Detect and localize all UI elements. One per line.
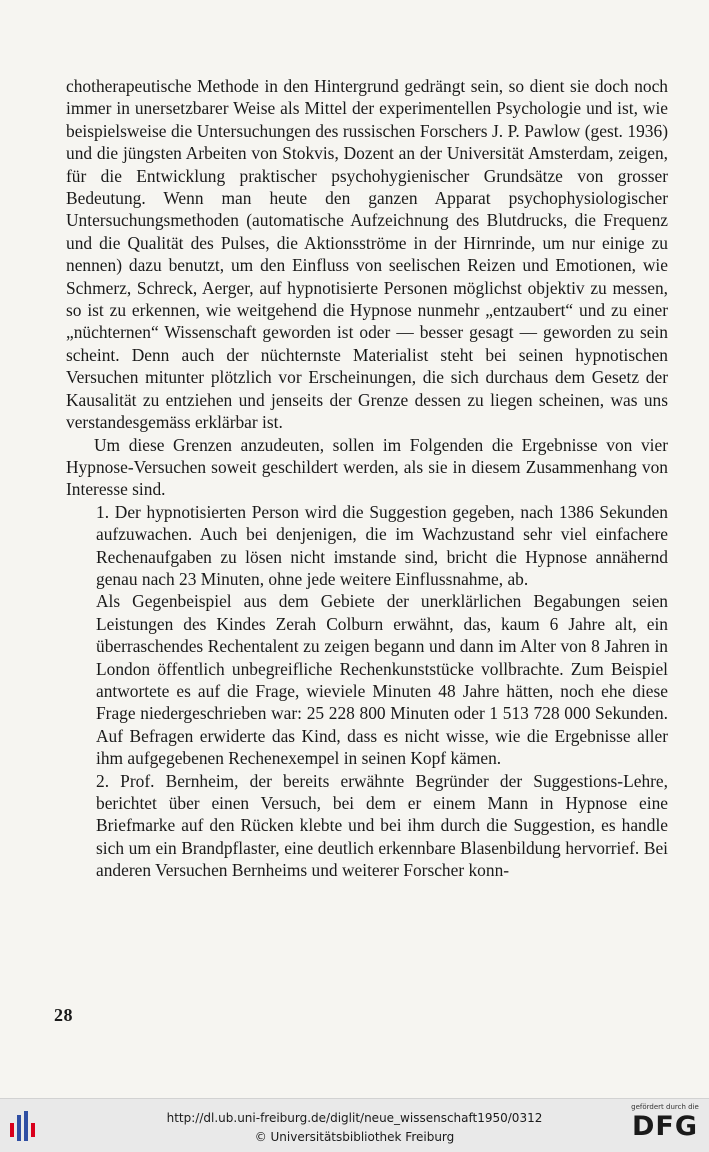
dfg-wordmark: DFG xyxy=(631,1111,699,1142)
viewer-footer xyxy=(0,1098,709,1152)
paragraph-item-2: 2. Prof. Bernheim, der bereits erwähnte Begründer der Suggestions-Lehre, berichtet über einen Versuch, bei dem er einem Mann in Hypnose eine Briefmarke auf den Rücken klebte und bei ihm durch die Suggestion, es handle sich um ein Brandpflaster, eine deutlich erkennbare Blasenbildung hervorrief. Bei anderen Versuchen Bernheims und weiterer Forscher konn- xyxy=(96,770,668,881)
paragraph-intro: Um diese Grenzen anzudeuten, sollen im Folgenden die Ergebnisse von vier Hypnose-Versuchen soweit geschildert werden, als sie in diesem Zusammenhang von Interesse sind. xyxy=(66,434,668,500)
paragraph-continuation: chotherapeutische Methode in den Hintergrund gedrängt sein, so dient sie doch noch immer in unersetzbarer Weise als Mittel der experimentellen Psychologie und ist, wie beispielsweise die Untersuchungen des russischen Forschers J. P. Pawlow (gest. 1936) und die jüngsten Arbeiten von Stokvis, Dozent an der Universität Amsterdam, zeigen, für die Entwicklung praktischer psychohygienischer Grundsätze von grosser Bedeutung. Wenn man heute den ganzen Apparat psychophysiologischer Untersuchungsmethoden (automatische Aufzeichnung des Blutdrucks, die Frequenz und die Qualität des Pulses, die Aktionsströme in der Hirnrinde, um nur einige zu nennen) dazu benutzt, um den Einfluss von seelischen Reizen und Emotionen, wie Schmerz, Schreck, Aerger, auf hypnotisierte Personen möglichst objektiv zu messen, so ist zu erkennen, wie weitgehend die Hypnose nunmehr „entzaubert“ und zu einer „nüchternen“ Wissenschaft geworden ist oder — besser gesagt — geworden zu sein scheint. Denn auch der nüchternste Materialist steht bei seinen hypnotischen Versuchen mitunter plötzlich vor Erscheinungen, die sich durchaus dem Gesetz der Kausalität zu entziehen und jenseits der Grenze dessen zu liegen scheinen, was uns verstandesgemäss erklärbar ist. xyxy=(66,76,668,433)
page-number: 28 xyxy=(54,1005,73,1025)
copyright-notice: © Universitätsbibliothek Freiburg xyxy=(254,1130,455,1144)
dfg-logo xyxy=(629,1103,701,1142)
dfg-funding-note: gefördert durch die xyxy=(631,1103,699,1111)
source-url[interactable]: http://dl.ub.uni-freiburg.de/diglit/neue_wissenschaft1950/0312 xyxy=(166,1111,543,1125)
body-text xyxy=(66,75,668,882)
paragraph-item-1: 1. Der hypnotisierten Person wird die Suggestion gegeben, nach 1386 Sekunden aufzuwachen. Auch bei denjenigen, die im Wachzustand sehr viel einfachere Rechenaufgaben zu lösen nicht imstande sind, bricht die Hypnose annähernd genau nach 23 Minuten, ohne jede weitere Einflussnahme, ab. xyxy=(96,501,668,589)
paragraph-counterexample: Als Gegenbeispiel aus dem Gebiete der unerklärlichen Begabungen seien Leistungen des Kindes Zerah Colburn erwähnt, das, kaum 6 Jahre alt, ein überraschendes Rechentalent zu zeigen begann und dann im Alter von 8 Jahren in London öffentlich unbegreifliche Rechenkunststücke vollbrachte. Zum Beispiel antwortete es auf die Frage, wieviele Minuten 48 Jahre hätten, noch ehe diese Frage niedergeschrieben war: 25 228 800 Minuten oder 1 513 728 000 Sekunden. Auf Befragen erwiderte das Kind, dass es nicht wisse, wie die Ergebnisse aller ihm aufgegebenen Rechenexempel in seinen Kopf kämen. xyxy=(96,591,668,769)
